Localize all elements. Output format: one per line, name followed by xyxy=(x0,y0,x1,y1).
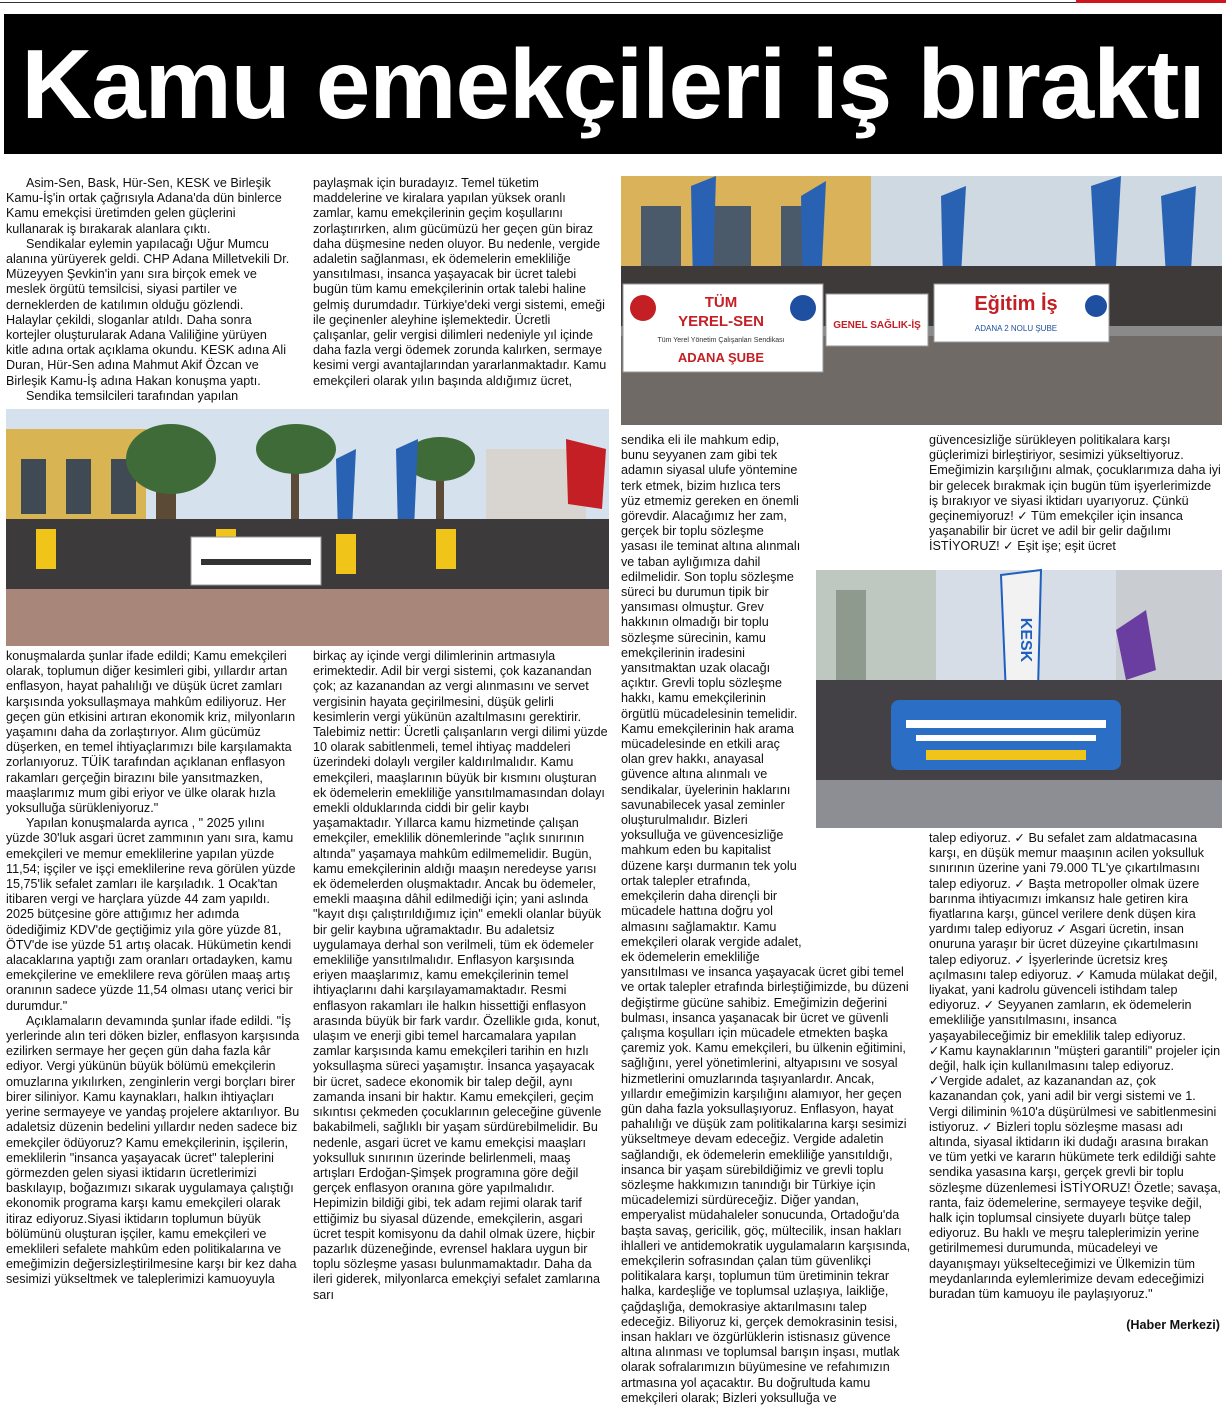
protest-photo-crowd-image xyxy=(6,409,609,646)
paragraph: paylaşmak için buradayız. Temel tüketim maddelerine ve kiralara yapılan yüksek oranlı zamlar, kamu emekçilerinin geçim koşullarını zorlaştırırken, alım gücümüzü her geçen gün biraz daha düşmesine neden oluyor. Bu nedenle, vergide adaletin sağlanması, ek ödemelerin emekliliğe yansıtılması, insanca yaşayacak bir ücret talebi bugün tüm kamu emekçilerinin ortak talebi haline gelmiş durumdadır. Türkiye'deki vergi sistemi, emeği ile geçinenler aleyhine işlemektedir. Ücretli çalışanlar, gelir vergisi dilimleri nedeniyle yıl içinde daha fazla vergi ödemek zorunda kalırken, sermaye kesimi vergi avantajlarından yararlanmaktadır. Kamu emekçileri olarak yılın başında aldığımız ücret, xyxy=(313,176,607,388)
article-col-3 xyxy=(621,433,913,1405)
paragraph: birkaç ay içinde vergi dilimlerinin artmasıyla erimektedir. Adil bir vergi sistemi, çok kazanandan çok; az kazanandan az vergi alınmasını ve servet vergisinin hayata geçirilmesini, düşük gelirli kesimlerin vergi yükünün azaltılmasını gerektirir. Talebimiz nettir: Ücretli çalışanların vergi dilimi yüzde 10 olarak sabitlenmeli, temel ihtiyaç maddeleri üzerindeki dolaylı vergiler kaldırılmalıdır. Kamu emekçileri, maaşlarının büyük bir kısmını oluşturan ek ödemelerin emekliliğe yansıtılmamasından dolayı emekli olduklarında ciddi bir gelir kaybı yaşamaktadır. Yıllarca kamu hizmetinde çalışan emekçiler, emeklilik dönemlerinde "açlık sınırının altında" yaşamaya mahkûm edilmemelidir. Bugün, kamu emekçilerinin aldığı maaşın neredeyse yarısı ek ödemelerden oluşmaktadır. Ancak bu ödemeler, emekli maaşına dâhil edilmediği için; yani aslında "kayıt dışı çalıştırıldığımız için" emekli olanlar büyük bir gelir kaybına uğramaktadır. Bu adaletsiz uygulamaya derhal son verilmeli, tüm ek ödemeler emekliliğe yansıtılmalıdır. Enflasyon karşısında eriyen maaşlarımız, kamu emekçilerinin temel ihtiyaçlarını dahi karşılayamamaktadır. Resmi enflasyon rakamları ile halkın hissettiği enflasyon arasında büyük bir fark vardır. Özellikle gıda, konut, ulaşım ve enerji gibi temel harcamalara yapılan zamlar karşısında kamu emekçileri tarihin en hızlı yoksullaşma süreci yaşamıştır. İnsanca yaşayacak bir ücret, sadece ekonomik bir talep değil, aynı zamanda insani bir haktır. Kamu emekçileri, geçim sıkıntısı çekmeden çocuklarının geleceğine güvenle bakabilmeli, sağlıklı bir yaşam sürdürebilmelidir. Bu nedenle, asgari ücret ve kamu emekçisi maaşları yoksulluk sınırının üzerinde belirlenmeli, maaş artışları Erdoğan-Şimşek programına göre değil gerçek enflasyon oranına göre yapılmalıdır. Hepimizin bildiği gibi, tek adam rejimi olarak tarif ettiğimiz bu siyasal düzende, emekçilerin, asgari ücret tespit komisyonu da dahil olmak üzere, hiçbir pazarlık düzeneğinde, evrensel haklara uygun bir toplu sözleşme yasası bulunmamaktadır. Daha da ileri giderek, milyonlarca emekçiyi sefalet zamlarına sarı xyxy=(313,649,608,1302)
banner-text: ADANA ŞUBE xyxy=(677,350,765,365)
article-col-1-bottom xyxy=(6,649,301,1329)
paragraph: Sendikalar eylemin yapılacağı Uğur Mumcu alanına yürüyerek geldi. CHP Adana Milletvekili Dr. Müzeyyen Şevkin'in yanı sıra birçok emek ve meslek örgütü temsilcisi, siyasi partiler ve derneklerden de katılımın olduğu gözlendi. Halaylar çekildi, sloganlar atıldı. Daha sonra kortejler oluşturularak Adana Valiliğine yürüyen kitle adına ortak açıklama okundu. KESK adına Ali Duran, Hür-Sen adına Mahmut Akif Özcan ve Birleşik Kamu-İş adına Hakan konuşma yaptı. xyxy=(6,236,290,388)
paragraph: konuşmalarda şunlar ifade edildi; Kamu emekçileri olarak, toplumun diğer kesimleri gibi, yıllardır artan enflasyon, hayat pahalılığı ve düşük ücret zamları karşısında yoksullaşmaya mahkûm ediliyoruz. Her geçen gün etkisini artıran ekonomik kriz, milyonların yaşamını daha da zorlaştırıyor. Alım gücümüz düşerken, en temel ihtiyaçlarımızı bile karşılamakta zorlanıyoruz. TÜİK tarafından açıklanan enflasyon rakamları gerçeğin birazını bile yansıtmazken, maaşlarımız mum gibi eriyor ve ülke olarak hızla yoksulluğa sürükleniyoruz." xyxy=(6,649,296,816)
banner-text: YEREL-SEN xyxy=(678,313,764,330)
paragraph: Açıklamaların devamında şunlar ifade edildi. "İş yerlerinde alın teri döken bizler, enflasyon karşısında ezilirken sermaye her geçen gün daha fazla kâr ediyor. Vergi yükünün büyük bölümü emekçilerin omuzlarına yıkılırken, zenginlerin vergi borçları birer birer siliniyor. Kamu kaynakları, halkın ihtiyaçları yerine sermayeye ve yandaş projelere aktarılıyor. Bu adaletsiz düzenin bedelini yıllardır neden sadece biz emekçiler ödüyoruz? Kamu emekçilerinin, işçilerin, emeklilerin "insanca yaşayacak ücret" taleplerini görmezden gelen siyasi iktidarın ücretlerimizi baskılayıp, boğazımızı sıkarak uygulamaya çalıştığı ekonomik programa karşı kamu emekçileri olarak itiraz ediyoruz.Siyasi iktidarın toplumun büyük bölümünü oluşturan işçiler, kamu emekçileri ve emeklileri sefalete mahkûm eden politikalarına ve emeğimizin değersizleştirilmesine karşı bir kez daha sesimizi yükseltmek ve taleplerimizi kamuoyuyla xyxy=(6,1013,300,1287)
top-rule xyxy=(0,2,1226,3)
photo-wrap-space xyxy=(803,570,913,965)
paragraph: Sendika temsilcileri tarafından yapılan xyxy=(26,388,239,403)
banner-text: Tüm Yerel Yönetim Çalışanları Sendikası xyxy=(657,337,785,344)
article-col-4-top xyxy=(929,433,1222,568)
article-col-2-bottom xyxy=(313,649,609,1329)
banner-text: TÜM xyxy=(704,294,738,311)
paragraph: Yapılan konuşmalarda ayrıca , " 2025 yılını yüzde 30'luk asgari ücret zammının yanı sıra, kamu emekçileri ve memur emeklilerine yapılan yüzde 11,54; işçiler ve işçi emeklilerine reva görülen yüzde 15,75'lik sefalet zamları ile karşıladık. 1 Ocak'tan itibaren vergi ve harçlara yüzde 44 zam yapıldı. 2025 bütçesine göre attığımız her adımda ödediğimiz KDV'de geçtiğimiz yıla göre yüzde 81, ÖTV'de ise yüzde 51 artış olacak. Hükümetin kendi alacaklarına yaptığı zam oranları ortadayken, kamu emekçilerine ve emeklilere reva görülen maaş artış oranının sadece yüzde 11,54 olması utanç verici bir durumdur." xyxy=(6,816,296,1013)
article-col-2-top xyxy=(313,176,609,404)
article-col-4-bottom xyxy=(929,831,1222,1321)
protest-photo-banners xyxy=(621,176,1222,425)
article-col-1-top xyxy=(6,176,291,404)
protest-photo-banners-image xyxy=(621,176,1222,425)
paragraph: Asim-Sen, Bask, Hür-Sen, KESK ve Birleşik Kamu-İş'in ortak çağrısıyla Adana'da dün binlerce Kamu emekçisi üretimden gelen güçlerini kullanarak iş bırakarak alanlara çıktı. xyxy=(6,176,282,236)
flag-text: KESK xyxy=(1017,617,1034,663)
paragraph: talep ediyoruz. ✓ Bu sefalet zam aldatmacasına karşı, en düşük memur maaşının acilen yoksulluk sınırının üzerine yani 79.000 TL'ye çıkartılmasını talep ediyoruz. ✓ Başta metropoller olmak üzere barınma ihtiyacımızı imkansız hale getiren kira fiyatlarına karşı, güncel verilere denk düşen kira yardımı talep ediyoruz ✓ Asgari ücretin, insan onuruna yaraşır bir ücret düzeyine çıkartılmasını talep ediyoruz. ✓ İşyerlerinde ücretsiz kreş açılmasını talep ediyoruz. ✓ Kamuda mülakat değil, liyakat, yani kadrolu güvenceli istihdam talep ediyoruz. ✓ Seyyanen zamların, ek ödemelerin emekliliğe yansıtılmasını, insanca yaşayabileceğimiz bir emeklilik talep ediyoruz. ✓Kamu kaynaklarının "müşteri garantili" projeler için değil, halk için kullanılmasını talep ediyoruz. ✓Vergide adalet, az kazanandan az, çok kazanandan çok, yani adil bir vergi sistemi ve 1. Vergi diliminin %10'a düşürülmesi ve sabitlenmesini istiyoruz. ✓ Bizleri toplu sözleşme masası adı altında, siyasal iktidarın iki dudağı arasına bırakan ve tüm yetki ve kararın hükümete terk edildiği sahte sendika yasasına karşı, gerçek grevli bir toplu sözleşme düzenlemesi İSTİYORUZ! Özetle; savaşa, ranta, faiz ödemelerine, sermayeye teşvike değil, halk için toplumsal cinsiyete duyarlı bütçe talep ediyoruz. Bu haklı ve meşru taleplerimizin yerine getirilmemesi durumunda, mücadeleyi ve dayanışmayı yükselteceğimizi ve Ülkemizin tüm meydanlarında eylemlerimize devam edeceğimizi buradan tüm kamuoyu ile paylaşıyoruz." xyxy=(929,831,1221,1302)
headline: Kamu emekçileri iş bıraktı xyxy=(4,14,1222,154)
banner-text: GENEL SAĞLIK-İŞ xyxy=(833,320,921,331)
accent-bar xyxy=(1076,0,1226,3)
paragraph: sendika eli ile mahkum edip, bunu seyyanen zam gibi tek adamın siyasal ulufe yöntemine terk etmek, bizim hızlıca ters yüz etmemiz gereken en önemli görevdir. Alacağımız her zam, gerçek bir toplu sözleşme yasası ile teminat altına alınmalı ve taban aylığımıza dahil edilmelidir. Son toplu sözleşme süreci bu durumun tipik bir yansıması olmuştur. Grev hakkının olmadığı bir toplu sözleşme sürecinin, kamu emekçilerinin iradesini yansıtmaktan uzak olacağı açıktır. Grevli toplu sözleşme hakkı, kamu emekçilerinin örgütlü mücadelesinin temelidir. Kamu emekçilerinin hak arama mücadelesinde en etkili araç olan grev hakkı, anayasal güvence altına alınmalı ve sendikalar, üyelerinin haklarını savunabilecek yasal zeminler oluşturulmalıdır. Bizleri yoksulluğa ve güvencesizliğe mahkum eden bu kapitalist düzene karşı durmanın tek yolu ortak talepler etrafında, emekçilerin daha dirençli bir mücadele hattına doğru yol almasını sağlamaktır. Kamu emekçileri olarak vergide adalet, ek ödemelerin emekliliğe yansıtılması ve insanca yaşayacak ücret gibi temel ve ortak talepler etrafında birleştiğimizde, bu düzeni değiştirme gücüne sahibiz. Emeğimizin değerini bulması, insanca yaşanacak bir ücret ve güvenli çalışma koşulları için mücadele etmekten başka çaremiz yok. Kamu emekçileri, bu ülkenin eğitimini, sağlığını, yerel yönetimlerini, altyapısını ve sosyal hizmetlerini omuzlarında taşıyanlardır. Ancak, yıllardır emeğimizin karşılığını alamıyor, her geçen gün daha fazla yoksullaşıyoruz. Enflasyon, hayat pahalılığı ve düşük zam politikalarına karşı sesimizi yükseltmeye devam edeceğiz. Vergide adaletin sağlandığı, ek ödemelerin emekliliğe yansıtıldığı, insanca bir yaşam sürebildiğimiz ve grevli toplu sözleşme hakkımızın tanındığı bir Türkiye için mücadelemizi sürdüreceğiz. Diğer yandan, emperyalist müdahaleler sonucunda, Ortadoğu'da başta savaş, gericilik, göç, mültecilik, insan hakları ihlalleri ve antidemokratik uygulamaların karşısında, emekçilerin sofrasından çalan tüm güvenlikçi politikalara karşı, toplumun tüm üretiminin tekrar halka, kardeşliğe ve toplumsal uzlaşıya, laikliğe, çağdaşlığa, demokrasiye aktarılmasını talep edeceğiz. Biliyoruz ki, gerçek demokrasinin tesisi, insan hakları ve özgürlüklerin istisnasız güvence altına alınması ve toplumsal barışın inşası, mutlak olarak sofralarımızın büyümesine ve refahımızın artmasına yol açacaktır. Bu doğrultuda kamu emekçileri olarak; Bizleri yoksulluğa ve xyxy=(621,433,911,1405)
protest-photo-crowd xyxy=(6,409,609,646)
paragraph: güvencesizliğe sürükleyen politikalara karşı güçlerimizi birleştiriyor, sesimizi yükseltiyoruz. Emeğimizin karşılığını almak, çocuklarımıza daha iyi bir gelecek bırakmak için bugün tüm işyerlerimizde iş bırakıyor ve siyasi iktidarı uyarıyoruz. Çünkü geçinemiyoruz! ✓ Tüm emekçiler için insanca yaşanabilir bir ücret ve adil bir gelir dağılımı İSTİYORUZ! ✓ Eşit işe; eşit ücret xyxy=(929,433,1221,554)
banner-text: ADANA 2 NOLU ŞUBE xyxy=(974,324,1058,333)
banner-text: Eğitim İş xyxy=(974,293,1058,315)
news-credit: (Haber Merkezi) xyxy=(1126,1318,1220,1332)
